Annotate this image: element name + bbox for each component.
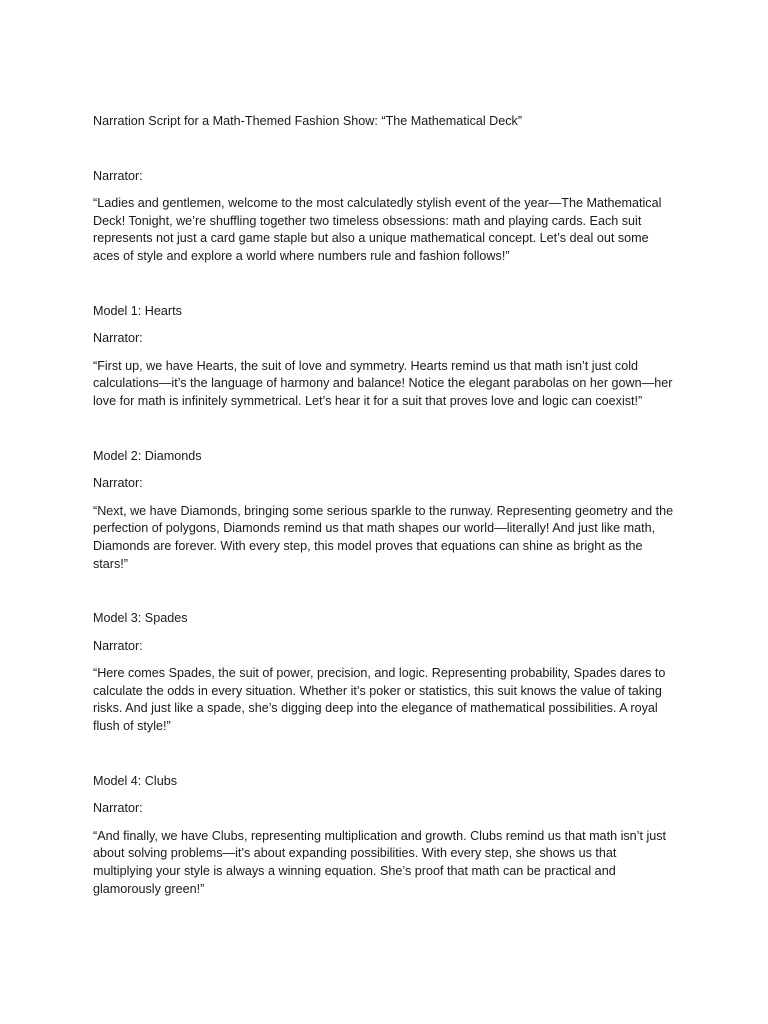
model-1-speaker-label: Narrator: xyxy=(93,331,143,346)
intro-narration-text: “Ladies and gentlemen, welcome to the most calculatedly stylish event of the year—The Mathematical Deck! Tonight, we’re shuffling together two timeless obsessions: math and playing cards. Each suit represents not just a card game staple but also a unique mathematical concept. Let’s deal out some aces of style and explore a world where numbers rule and fashion follows!” xyxy=(93,196,662,263)
document-body xyxy=(93,113,677,935)
model-3-speaker-label: Narrator: xyxy=(93,638,143,653)
model-4-narration-text: “And finally, we have Clubs, representing multiplication and growth. Clubs remind us that math isn’t just about solving problems—it’s about expanding possibilities. With every step, she shows us that multiplying your style is always a winning equation. She’s proof that math can be practical and glamorously green!” xyxy=(93,828,667,896)
model-2-narration-text: “Next, we have Diamonds, bringing some serious sparkle to the runway. Representing geometry and the perfection of polygons, Diamonds remind us that math shapes our world—literally! And just like math, Diamonds are forever. With every step, this model proves that equations can shine as bright as the stars!” xyxy=(93,503,674,571)
model-3-narration-text: “Here comes Spades, the suit of power, precision, and logic. Representing probability, Spades dares to calculate the odds in every situation. Whether it’s poker or statistics, this suit knows the value of taking risks. And just like a spade, she’s digging deep into the elegance of mathematical possibilities. A royal flush of style!” xyxy=(93,666,666,734)
model-4-speaker-label: Narrator: xyxy=(93,801,143,816)
document-title: Narration Script for a Math-Themed Fashion Show: “The Mathematical Deck” xyxy=(93,114,523,128)
model-3-heading: Model 3: Spades xyxy=(93,611,188,626)
model-1-heading: Model 1: Hearts xyxy=(93,303,182,318)
intro-speaker-label: Narrator: xyxy=(93,168,143,183)
model-2-speaker-label: Narrator: xyxy=(93,476,143,491)
model-4-heading: Model 4: Clubs xyxy=(93,773,177,788)
model-1-narration-text: “First up, we have Hearts, the suit of love and symmetry. Hearts remind us that math isn’t just cold calculations—it’s the language of harmony and balance! Notice the elegant parabolas on her gown—her love for math is infinitely symmetrical. Let’s hear it for a suit that proves love and logic can coexist!” xyxy=(93,358,673,408)
model-2-heading: Model 2: Diamonds xyxy=(93,448,202,463)
